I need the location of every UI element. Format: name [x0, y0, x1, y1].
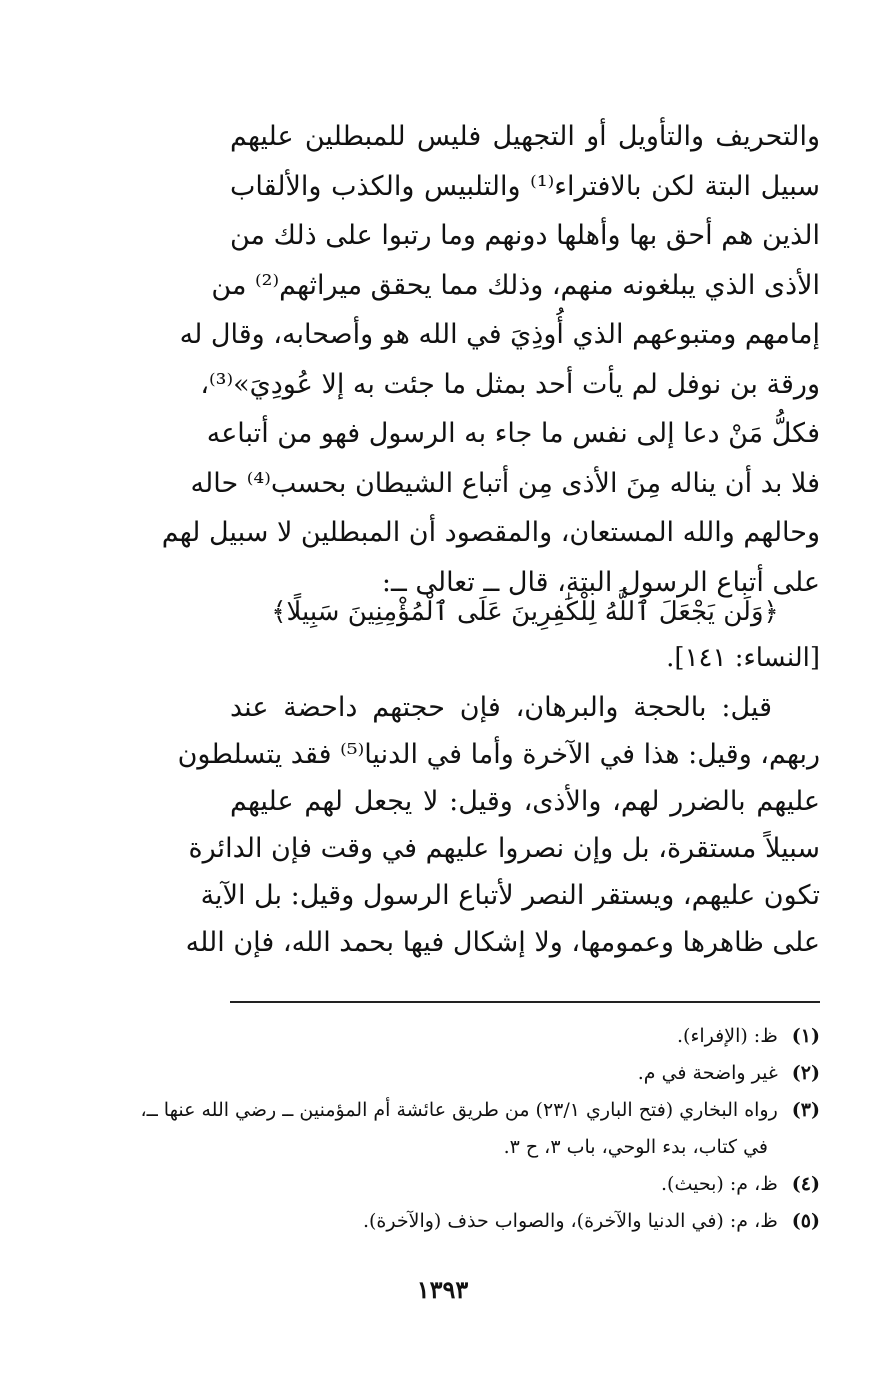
footnote-text: رواه البخاري (فتح الباري ٢٣/١) من طريق عائشة أم المؤمنين ــ رضي الله عنها ــ، [140, 1099, 778, 1121]
footnote [70, 1055, 820, 1092]
footnote-divider [230, 1001, 820, 1003]
footnote [70, 1203, 820, 1240]
footnote-number: (٥) [791, 1210, 820, 1232]
footnote-text: في كتاب، بدء الوحي، باب ٣، ح ٣. [503, 1136, 768, 1158]
text-line: ورقة بن نوفل لم يأت أحد بمثل ما جئت به إلا عُودِيَ»⁽³⁾، [200, 368, 820, 400]
footnotes [70, 1018, 820, 1240]
quran-verse: ﴿وَلَن يَجْعَلَ ٱللَّهُ لِلْكَٰفِرِينَ عَلَى ٱلْمُؤْمِنِينَ سَبِيلًا﴾ [271, 597, 779, 627]
footnote [70, 1092, 820, 1129]
footnote [70, 1018, 820, 1055]
footnote [70, 1166, 820, 1203]
text-line: وحالهم والله المستعان، والمقصود أن المبطلين لا سبيل لهم [161, 517, 820, 548]
text-line: ربهم، وقيل: هذا في الآخرة وأما في الدنيا⁽⁵⁾ فقد يتسلطون [177, 739, 820, 770]
text-line: على أتباع الرسول البتة، قال ــ تعالى ــ: [381, 566, 820, 598]
text-line: على ظاهرها وعمومها، ولا إشكال فيها بحمد الله، فإن الله [185, 927, 820, 958]
text-line: الذين هم أحق بها وأهلها دونهم وما رتبوا على ذلك من [230, 220, 820, 251]
footnote-number: (٢) [791, 1062, 820, 1084]
main-text-block [161, 112, 820, 607]
text-line: تكون عليهم، ويستقر النصر لأتباع الرسول وقيل: بل الآية [200, 880, 820, 911]
text-line: والتحريف والتأويل أو التجهيل فليس للمبطلين عليهم [230, 121, 820, 152]
verse-reference: [النساء: ١٤١]. [666, 643, 820, 673]
footnote-number: (٣) [791, 1099, 820, 1121]
text-line: سبيل البتة لكن بالافتراء⁽¹⁾ والتلبيس والكذب والألقاب [230, 170, 820, 202]
footnote-text: غير واضحة في م. [637, 1062, 778, 1084]
footnote-text: ظ، م: (بحيث). [661, 1173, 778, 1195]
text-line: سبيلاً مستقرة، بل وإن نصروا عليهم في وقت فإن الدائرة [188, 833, 820, 864]
text-line: قيل: بالحجة والبرهان، فإن حجتهم داحضة عند [230, 692, 772, 723]
text-line: عليهم بالضرر لهم، والأذى، وقيل: لا يجعل لهم عليهم [230, 786, 820, 817]
text-line: إمامهم ومتبوعهم الذي أُوذِيَ في الله هو وأصحابه، وقال له [179, 319, 820, 350]
text-line: فكلُّ مَنْ دعا إلى نفس ما جاء به الرسول فهو من أتباعه [206, 418, 820, 449]
footnote-number: (٤) [791, 1173, 820, 1195]
main-text-block-2 [177, 684, 820, 966]
text-line: فلا بد أن يناله مِنَ الأذى مِن أتباع الشيطان بحسب⁽⁴⁾ حاله [190, 467, 820, 499]
footnote-text: ظ: (الإفراء). [677, 1025, 778, 1047]
footnote-text: ظ، م: (في الدنيا والآخرة)، والصواب حذف (والآخرة). [362, 1210, 778, 1232]
footnote-continuation [70, 1129, 820, 1166]
text-line: الأذى الذي يبلغونه منهم، وذلك مما يحقق ميراثهم⁽²⁾ من [211, 269, 820, 301]
footnote-number: (١) [791, 1025, 820, 1047]
page-number: ١٣٩٣ [416, 1275, 469, 1304]
